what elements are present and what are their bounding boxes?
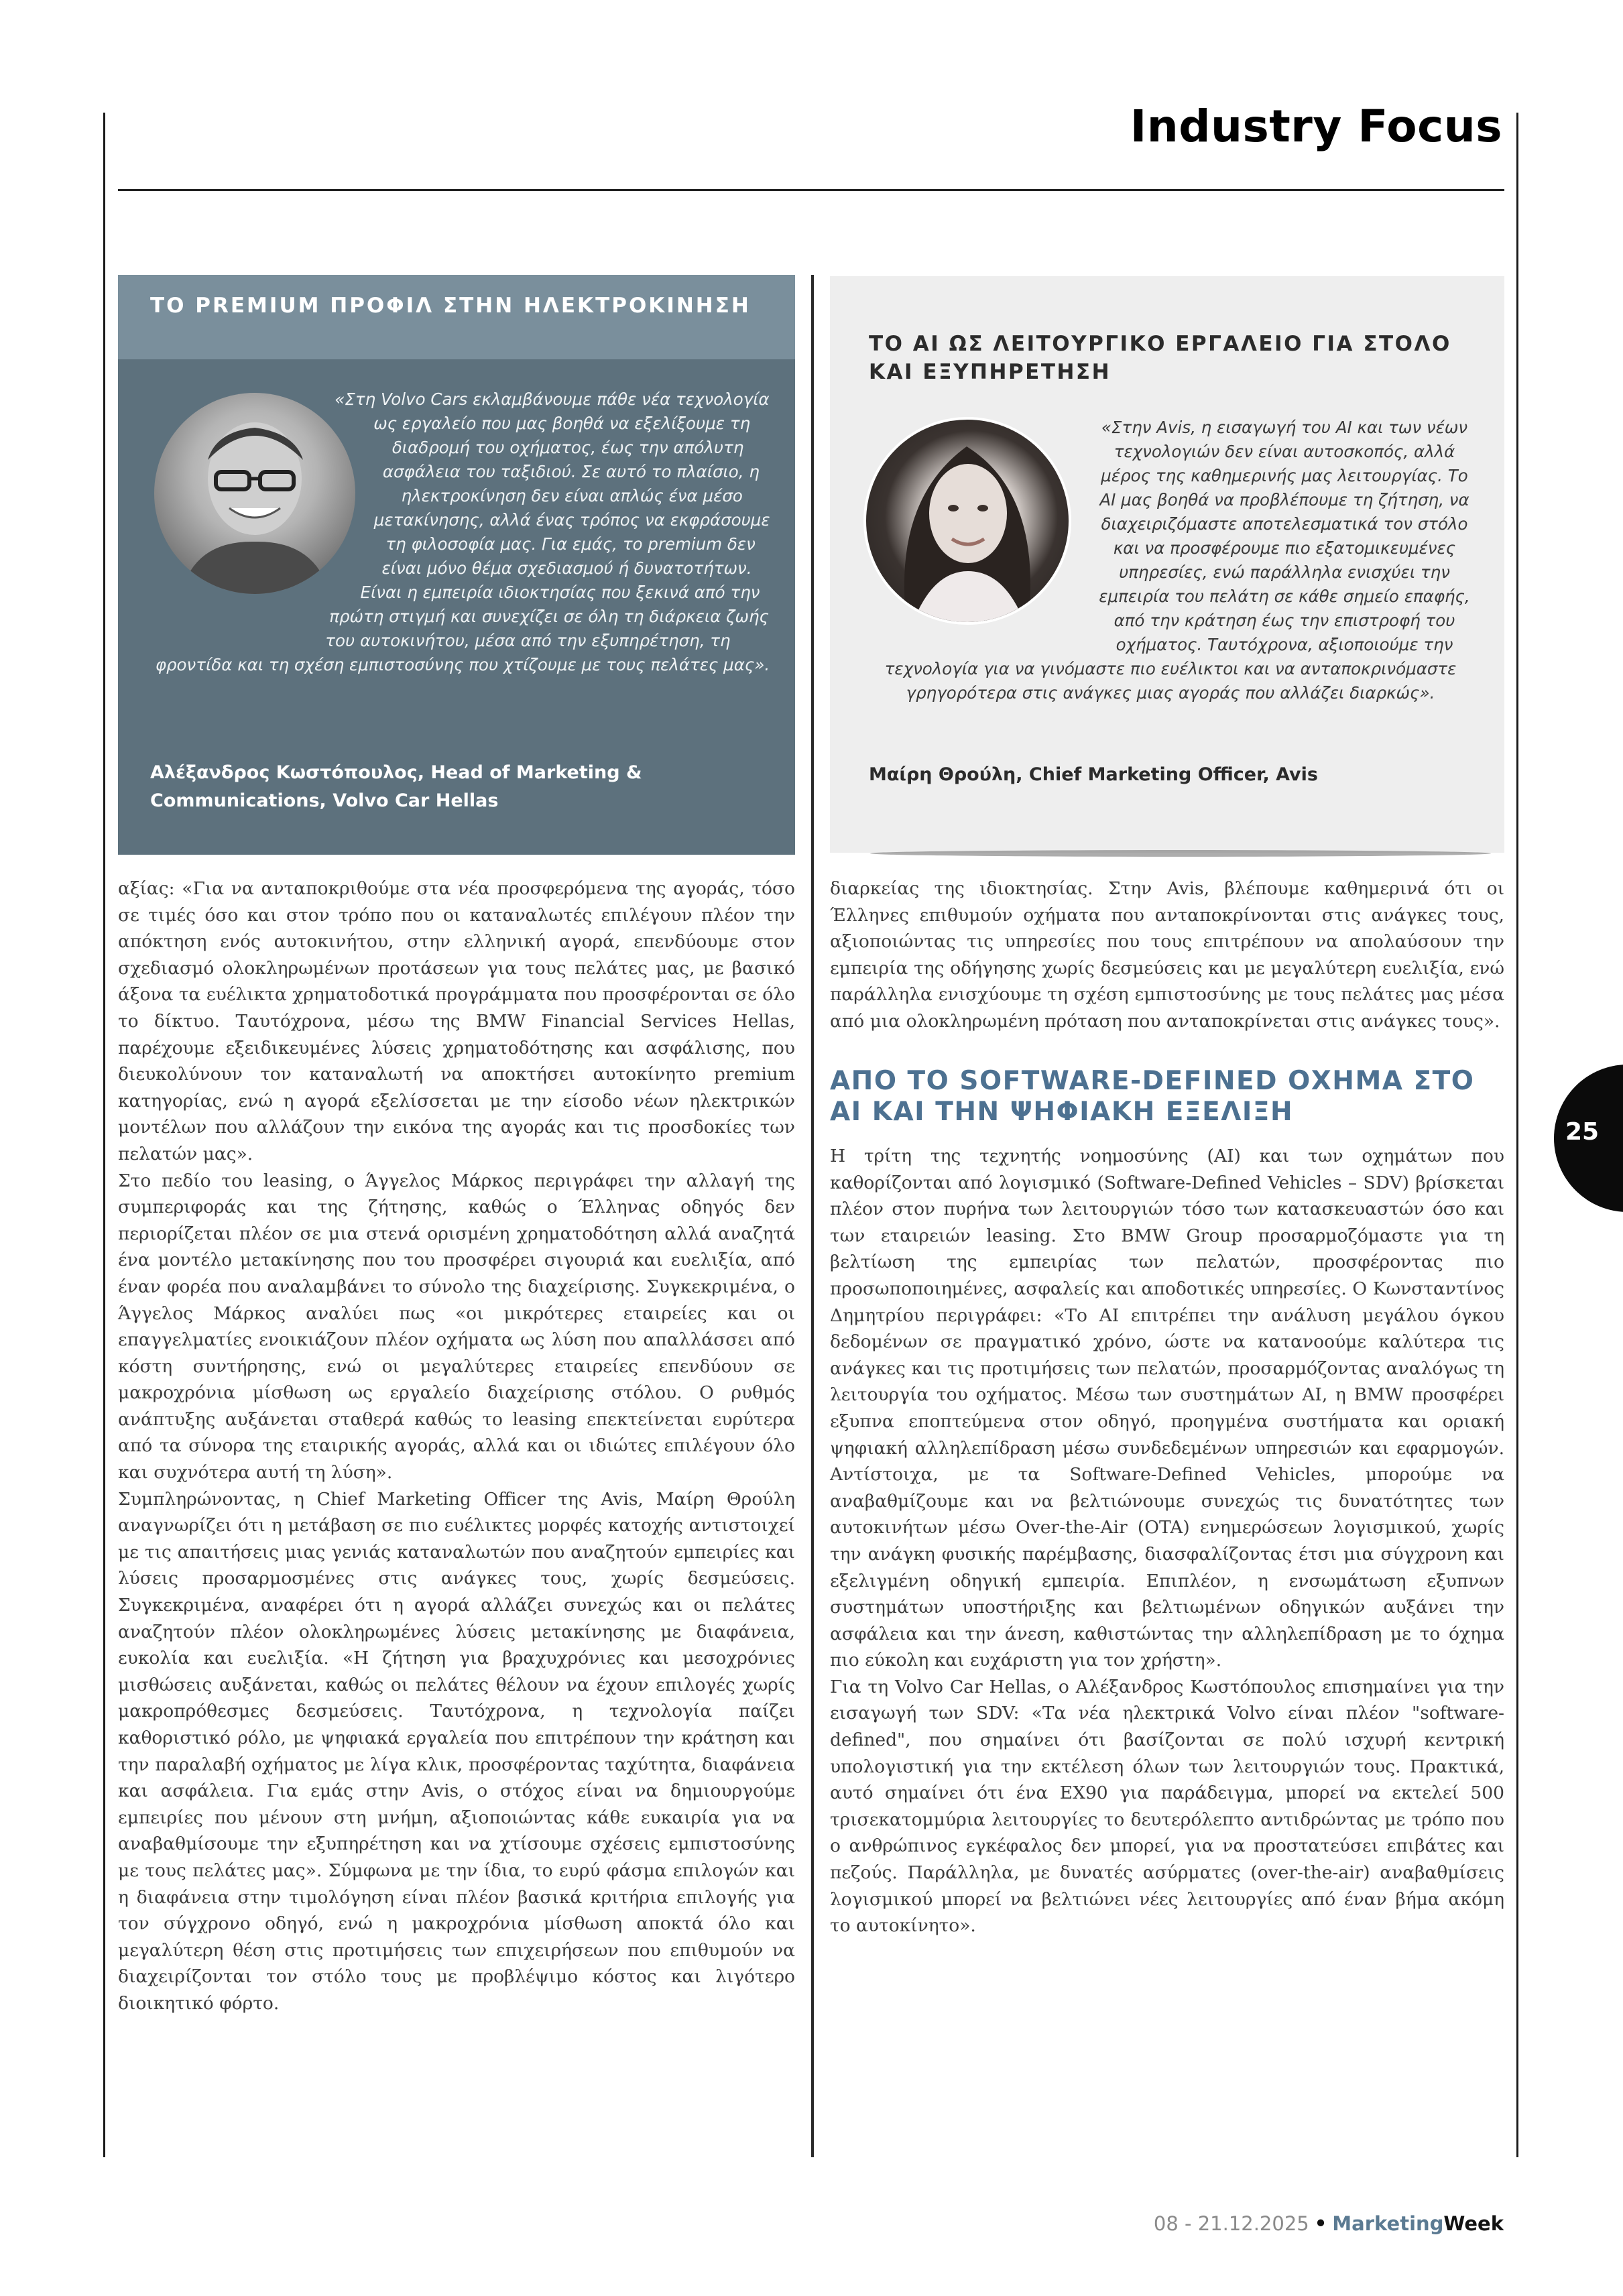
footer xyxy=(1154,2212,1504,2235)
left-frame-line xyxy=(103,113,105,2157)
header-rule xyxy=(118,189,1504,191)
brand-name-part1: Marketing xyxy=(1332,2212,1444,2235)
body-column-right-top xyxy=(830,875,1504,1035)
body-paragraph: Για τη Volvo Car Hellas, ο Αλέξανδρος Κωστόπουλος επισημαίνει για την εισαγωγή των SDV: «Τα νέα ηλεκτρικά Volvo είναι πλέον "software-defined", που σημαίνει ότι βασίζονται σε πολύ ισχυρή κεντρική υπολογιστική για την εκτέλεση όλων των λειτουργιών τους. Πρακτικά, αυτό σημαίνει ότι ένα EX90 για παράδειγμα, μπορεί να εκτελεί 500 τρισεκατομμύρια λειτουργίες το δευτερόλεπτο αντιδρώντας με τρόπο που ο ανθρώπινος εγκέφαλος δεν μπορεί, για να προστατεύσει επιβάτες και πεζούς. Παράλληλα, με δυνατές ασύρματες (over-the-air) αναβαθμίσεις λογισμικού μπορεί να βελτιώνει νέες λειτουργίες από έναν βήμα ακόμη το αυτοκίνητο». xyxy=(830,1676,1504,1937)
body-paragraph: Συμπληρώνοντας, η Chief Marketing Officer της Avis, Μαίρη Θρούλη αναγνωρίζει ότι η μετάβαση σε πιο ευέλικτες μορφές κατοχής αντιστοιχεί με τις απαιτήσεις μιας γενιάς καταναλωτών που αναζητούν εμπειρίες και λύσεις προσαρμοσμένες στις ανάγκες τους, χωρίς δεσμεύσεις. Συγκεκριμένα, αναφέρει ότι η αγορά αλλάζει συνεχώς και οι πελάτες αναζητούν πλέον ολοκληρωμένες λύσεις μετακίνησης με διαφάνεια, ευκολία και ευελιξία. «Η ζήτηση για βραχυχρόνιες και μεσοχρόνιες μισθώσεις αυξάνεται, καθώς οι πελάτες θέλουν να έχουν επιλογές χωρίς μακροπρόθεσμες δεσμεύσεις. Ταυτόχρονα, η τεχνολογία παίζει καθοριστικό ρόλο, με ψηφιακά εργαλεία που επιτρέπουν την κράτηση και την παραλαβή οχήματος με λίγα κλικ, προσφέροντας ταχύτητα, διαφάνεια και ασφάλεια. Για εμάς στην Avis, ο στόχος είναι να δημιουργούμε εμπειρίες που μένουν στη μνήμη, αξιοποιώντας κάθε ευκαιρία για να αναβαθμίσουμε την εξυπηρέτηση και να χτίσουμε σχέσεις εμπιστοσύνης με τους πελάτες μας». Σύμφωνα με την ίδια, το ευρύ φάσμα επιλογών και η διαφάνεια στην τιμολόγηση είναι πλέον βασικά κριτήρια επιλογής για τον σύγχρονο οδηγό, ενώ η μακροχρόνια μίσθωση αποκτά όλο και μεγαλύτερη θέση στις προτιμήσεις των επιχειρήσεων που επιθυμούν να διαχειρίζονται τον στόλο τους με προβλέψιμο κόστος και λιγότερο διοικητικό φόρτο. xyxy=(118,1488,795,2014)
section-title: Industry Focus xyxy=(1130,101,1502,152)
body-column-left xyxy=(118,875,795,2017)
column-divider xyxy=(811,275,814,2157)
quote-text: «Στην Avis, η εισαγωγή του AI και των νέων τεχνολογιών δεν είναι αυτοσκοπός, αλλά μέρος της καθημερινής μας λειτουργίας. Το AI μας βοηθά να προβλέπουμε τη ζήτηση, να διαχειριζόμαστε αποτελεσματικά τον στόλο και να προσφέρουμε πιο εξατομικευμένες υπηρεσίες, ενώ παράλληλα ενισχύει την εμπειρία του πελάτη σε κάθε σημείο επαφής, από την κράτηση έως την επιστροφή του οχήματος. Ταυτόχρονα, αξιοποιούμε την τεχνολογία για να γινόμαστε πιο ευέλικτοι και να ανταποκρινόμαστε γρηγορότερα στις ανάγκες μιας αγοράς που αλλάζει διαρκώς». xyxy=(884,418,1470,703)
quote-box-heading: ΤΟ PREMIUM ΠΡΟΦΙΛ ΣΤΗΝ ΗΛΕΚΤΡΟΚΙΝΗΣΗ xyxy=(118,275,795,359)
quote-text: «Στη Volvo Cars εκλαμβάνουμε πάθε νέα τεχνολογία ως εργαλείο που μας βοηθά να εξελίξουμε τη διαδρομή του οχήματος, έως την απόλυτη ασφάλεια του ταξιδιού. Σε αυτό το πλαίσιο, η ηλεκτροκίνηση δεν είναι απλώς ένα μέσο μετακίνησης, αλλά ένας τρόπος να εκφράσουμε τη φιλοσοφία μας. Για εμάς, το premium δεν είναι μόνο θέμα σχεδιασμού ή δυνατοτήτων. Είναι η εμπειρία ιδιοκτησίας που ξεκινά από την πρώτη στιγμή και συνεχίζει σε όλη τη διάρκεια ζωής του αυτοκινήτου, μέσα από την εξυπηρέτηση, τη φροντίδα και τη σχέση εμπιστοσύνης που χτίζουμε με τους πελάτες μας». xyxy=(155,389,770,674)
box-shadow xyxy=(870,850,1491,857)
body-paragraph: αξίας: «Για να ανταποκριθούμε στα νέα προσφερόμενα της αγοράς, τόσο σε τιμές όσο και στον τρόπο που οι καταναλωτές επιλέγουν πλέον την απόκτηση ενός αυτοκινήτου, στην ελληνική αγορά, επενδύουμε στον σχεδιασμό ολοκληρωμένων προτάσεων για τους πελάτες μας, με βασικό άξονα τα ευέλικτα χρηματοδοτικά προγράμματα που προσφέρονται σε όλο το δίκτυο. Ταυτόχρονα, μέσω της BMW Financial Services Hellas, παρέχουμε εξειδικευμένες λύσεις χρηματοδότησης και ασφάλισης, που διευκολύνουν τον καταναλωτή να αποκτήσει αυτοκίνητο premium κατηγορίας, ενώ η αγορά εξελίσσεται με την είσοδο νέων ηλεκτρικών μοντέλων που αλλάζουν την εικόνα της αγοράς και τις προσδοκίες των πελατών μας». xyxy=(118,878,796,1164)
right-frame-line xyxy=(1516,113,1518,2157)
quote-attribution: Αλέξανδρος Κωστόπουλος, Head of Marketing & Communications, Volvo Car Hellas xyxy=(150,762,642,811)
quote-box-volvo xyxy=(118,275,795,855)
body-paragraph: Στο πεδίο του leasing, ο Άγγελος Μάρκος περιγράφει την αλλαγή της συμπεριφοράς και της ζήτησης, καθώς ο Έλληνας οδηγός δεν περιορίζεται πλέον σε μια στενά ορισμένη χρηματοδότηση αλλά αναζητά ένα μοντέλο μετακίνησης που του προσφέρει σιγουριά και ευελιξία, από έναν φορέα που αναλαμβάνει το σύνολο της διαχείρισης. Συγκεκριμένα, ο Άγγελος Μάρκος αναλύει πως «οι μικρότερες εταιρείες και οι επαγγελματίες ενοικιάζουν πλέον οχήματα ως λύση που απαλλάσσει από κόστη συντήρησης, ενώ οι μεγαλύτερες εταιρείες επενδύουν σε μακροχρόνια μίσθωση ως εργαλείο διαχείρισης στόλου. Ο ρυθμός ανάπτυξης αυξάνεται σταθερά καθώς το leasing επεκτείνεται ευρύτερα από τα σύνορα της εταιρικής αγοράς, αλλά και οι ιδιώτες επιλέγουν όλο και συχνότερα αυτή τη λύση». xyxy=(118,1170,795,1484)
body-paragraph: διαρκείας της ιδιοκτησίας. Στην Avis, βλέπουμε καθημερινά ότι οι Έλληνες επιθυμούν οχήματα που ανταποκρίνονται στις ανάγκες τους, αξιοποιώντας τις υπηρεσίες που τους επιτρέπουν να απολαύσουν την εμπειρία της οδήγησης χωρίς δεσμεύσεις και με μεγαλύτερη ευελιξία, ενώ παράλληλα ενισχύουμε τη σχέση εμπιστοσύνης με τους πελάτες μας μέσα από μια ολοκληρωμένη πρόταση που ανταποκρίνεται στις ανάγκες τους». xyxy=(830,878,1504,1032)
body-paragraph: Η τρίτη της τεχνητής νοημοσύνης (AI) και των οχημάτων που καθορίζονται από λογισμικό (Software-Defined Vehicles – SDV) βρίσκεται πλέον στον πυρήνα των λειτουργιών τόσο των κατασκευαστών όσο και των εταιρειών leasing. Στο BMW Group προσαρμοζόμαστε για τη βελτίωση της εμπειρίας των πελατών, προσφέροντας πιο προσωποποιημένες, ασφαλείς και αποδοτικές υπηρεσίες. Ο Κωνσταντίνος Δημητρίου περιγράφει: «Το AI επιτρέπει την ανάλυση μεγάλου όγκου δεδομένων σε πραγματικό χρόνο, ώστε να κατανοούμε καλύτερα τις ανάγκες και τις προτιμήσεις των πελατών, προσαρμόζοντας αναλόγως τη λειτουργία του οχήματος. Μέσω των συστημάτων AI, η BMW προσφέρει εξυπνα εποπτεύμενα στον οδηγό, προηγμένα συστήματα και οριακή ψηφιακή αλληλεπίδραση μέσω συνδεδεμένων υπηρεσιών και εφαρμογών. Αντίστοιχα, με τα Software-Defined Vehicles, μπορούμε να αναβαθμίζουμε και να βελτιώνουμε συνεχώς τις δυνατότητες των αυτοκινήτων μέσω Over-the-Air (OTA) ενημερώσεων λογισμικού, χωρίς την ανάγκη φυσικής παρέμβασης, διασφαλίζοντας έτσι μια σύγχρονη και εξελιγμένη οδηγική εμπειρία. Επιπλέον, η ενσωμάτωση εξυπνων συστημάτων υποστήριξης και βελτιωμένων οδηγικών αυξάνει την ασφάλεια και την άνεση, καθιστώντας την αλληλεπίδραση με το όχημα πιο εύκολη και ευχάριστη για τον χρήστη». xyxy=(830,1146,1504,1671)
quote-attribution: Μαίρη Θρούλη, Chief Marketing Officer, Avis xyxy=(869,764,1318,785)
brand-name-part2: Week xyxy=(1443,2212,1504,2235)
quote-box-heading: ΤΟ AI ΩΣ ΛΕΙΤΟΥΡΓΙΚΟ ΕΡΓΑΛΕΙΟ ΓΙΑ ΣΤΟΛΟ ΚΑΙ ΕΞΥΠΗΡΕΤΗΣΗ xyxy=(869,332,1451,384)
quote-box-avis xyxy=(830,276,1504,853)
footer-separator: • xyxy=(1314,2212,1327,2235)
issue-date: 08 - 21.12.2025 xyxy=(1153,2212,1309,2235)
body-column-right-bottom xyxy=(830,1143,1504,1939)
section-subheading: ΑΠΟ ΤΟ SOFTWARE-DEFINED ΟΧΗΜΑ ΣΤΟ AI ΚΑΙ ΤΗΝ ΨΗΦΙΑΚΗ ΕΞΕΛΙΞΗ xyxy=(830,1066,1475,1127)
page-number: 25 xyxy=(1565,1118,1600,1146)
